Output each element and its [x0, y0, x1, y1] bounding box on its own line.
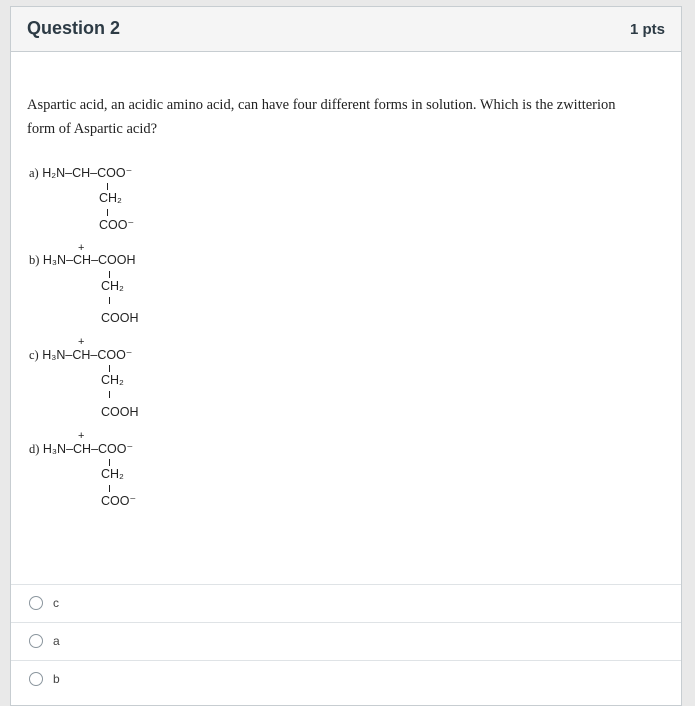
side-ch2: CH₂ [99, 191, 122, 205]
plus-charge: + [78, 336, 85, 348]
carboxyl-group: COOH [98, 253, 136, 267]
alpha-carbon: CH [73, 253, 92, 267]
answer-option-a[interactable] [11, 622, 681, 659]
answer-option-c[interactable] [11, 584, 681, 621]
carboxyl-group: COO⁻ [97, 166, 133, 180]
amine-group: H₂N [42, 166, 66, 180]
alpha-carbon: CH [72, 166, 91, 180]
radio-button[interactable] [29, 634, 43, 648]
plus-charge: + [78, 430, 85, 442]
carboxyl-group: COO⁻ [97, 348, 133, 362]
answer-label[interactable]: a [53, 634, 60, 648]
structure-label: c) [29, 348, 39, 362]
bond-line [109, 297, 110, 304]
answer-option-b[interactable] [11, 660, 681, 697]
plus-charge: + [78, 242, 85, 254]
side-group: COO⁻ [99, 218, 135, 232]
structure-label: b) [29, 253, 40, 267]
amine-group: H₃N [42, 348, 66, 362]
radio-button[interactable] [29, 672, 43, 686]
answer-label[interactable]: c [53, 596, 59, 610]
side-group: COOH [101, 405, 139, 419]
side-ch2: CH₂ [101, 373, 124, 387]
answer-label[interactable]: b [53, 672, 60, 686]
bond-line [109, 459, 110, 466]
side-ch2: CH₂ [101, 467, 124, 481]
structure-label: d) [29, 442, 40, 456]
question-text: Aspartic acid, an acidic amino acid, can have four different forms in solution. Which is the zwitterion form of Aspartic acid? [27, 97, 616, 137]
question-card: Question 2 1 pts Aspartic acid, an acidic amino acid, can have four different forms in solution. Which is the zwitterion form of Aspartic acid? a) H₂N–CH–COO⁻ CH₂ COO⁻ + b) H₃N–CH–COOH CH₂ COOH + c) H₃N–CH–COO⁻ CH₂ COOH + d) H₃N–CH–COO⁻ CH₂ COO⁻ c a b [10, 6, 682, 706]
structure-label: a) [29, 166, 39, 180]
alpha-carbon: CH [72, 348, 91, 362]
radio-button[interactable] [29, 596, 43, 610]
question-points: 1 pts [629, 21, 665, 38]
question-title: Question 2 [27, 18, 121, 38]
carboxyl-group: COO⁻ [98, 442, 134, 456]
side-ch2: CH₂ [101, 279, 124, 293]
question-header [11, 7, 681, 52]
bond-line [109, 391, 110, 398]
bond-line [109, 365, 110, 372]
bond-line [109, 485, 110, 492]
side-group: COO⁻ [101, 494, 137, 508]
bond-line [107, 209, 108, 216]
amine-group: H₃N [42, 442, 67, 456]
bond-line [109, 271, 110, 278]
bond-line [107, 183, 108, 190]
amine-group: H₃N [42, 253, 67, 267]
side-group: COOH [101, 311, 139, 325]
alpha-carbon: CH [73, 442, 92, 456]
